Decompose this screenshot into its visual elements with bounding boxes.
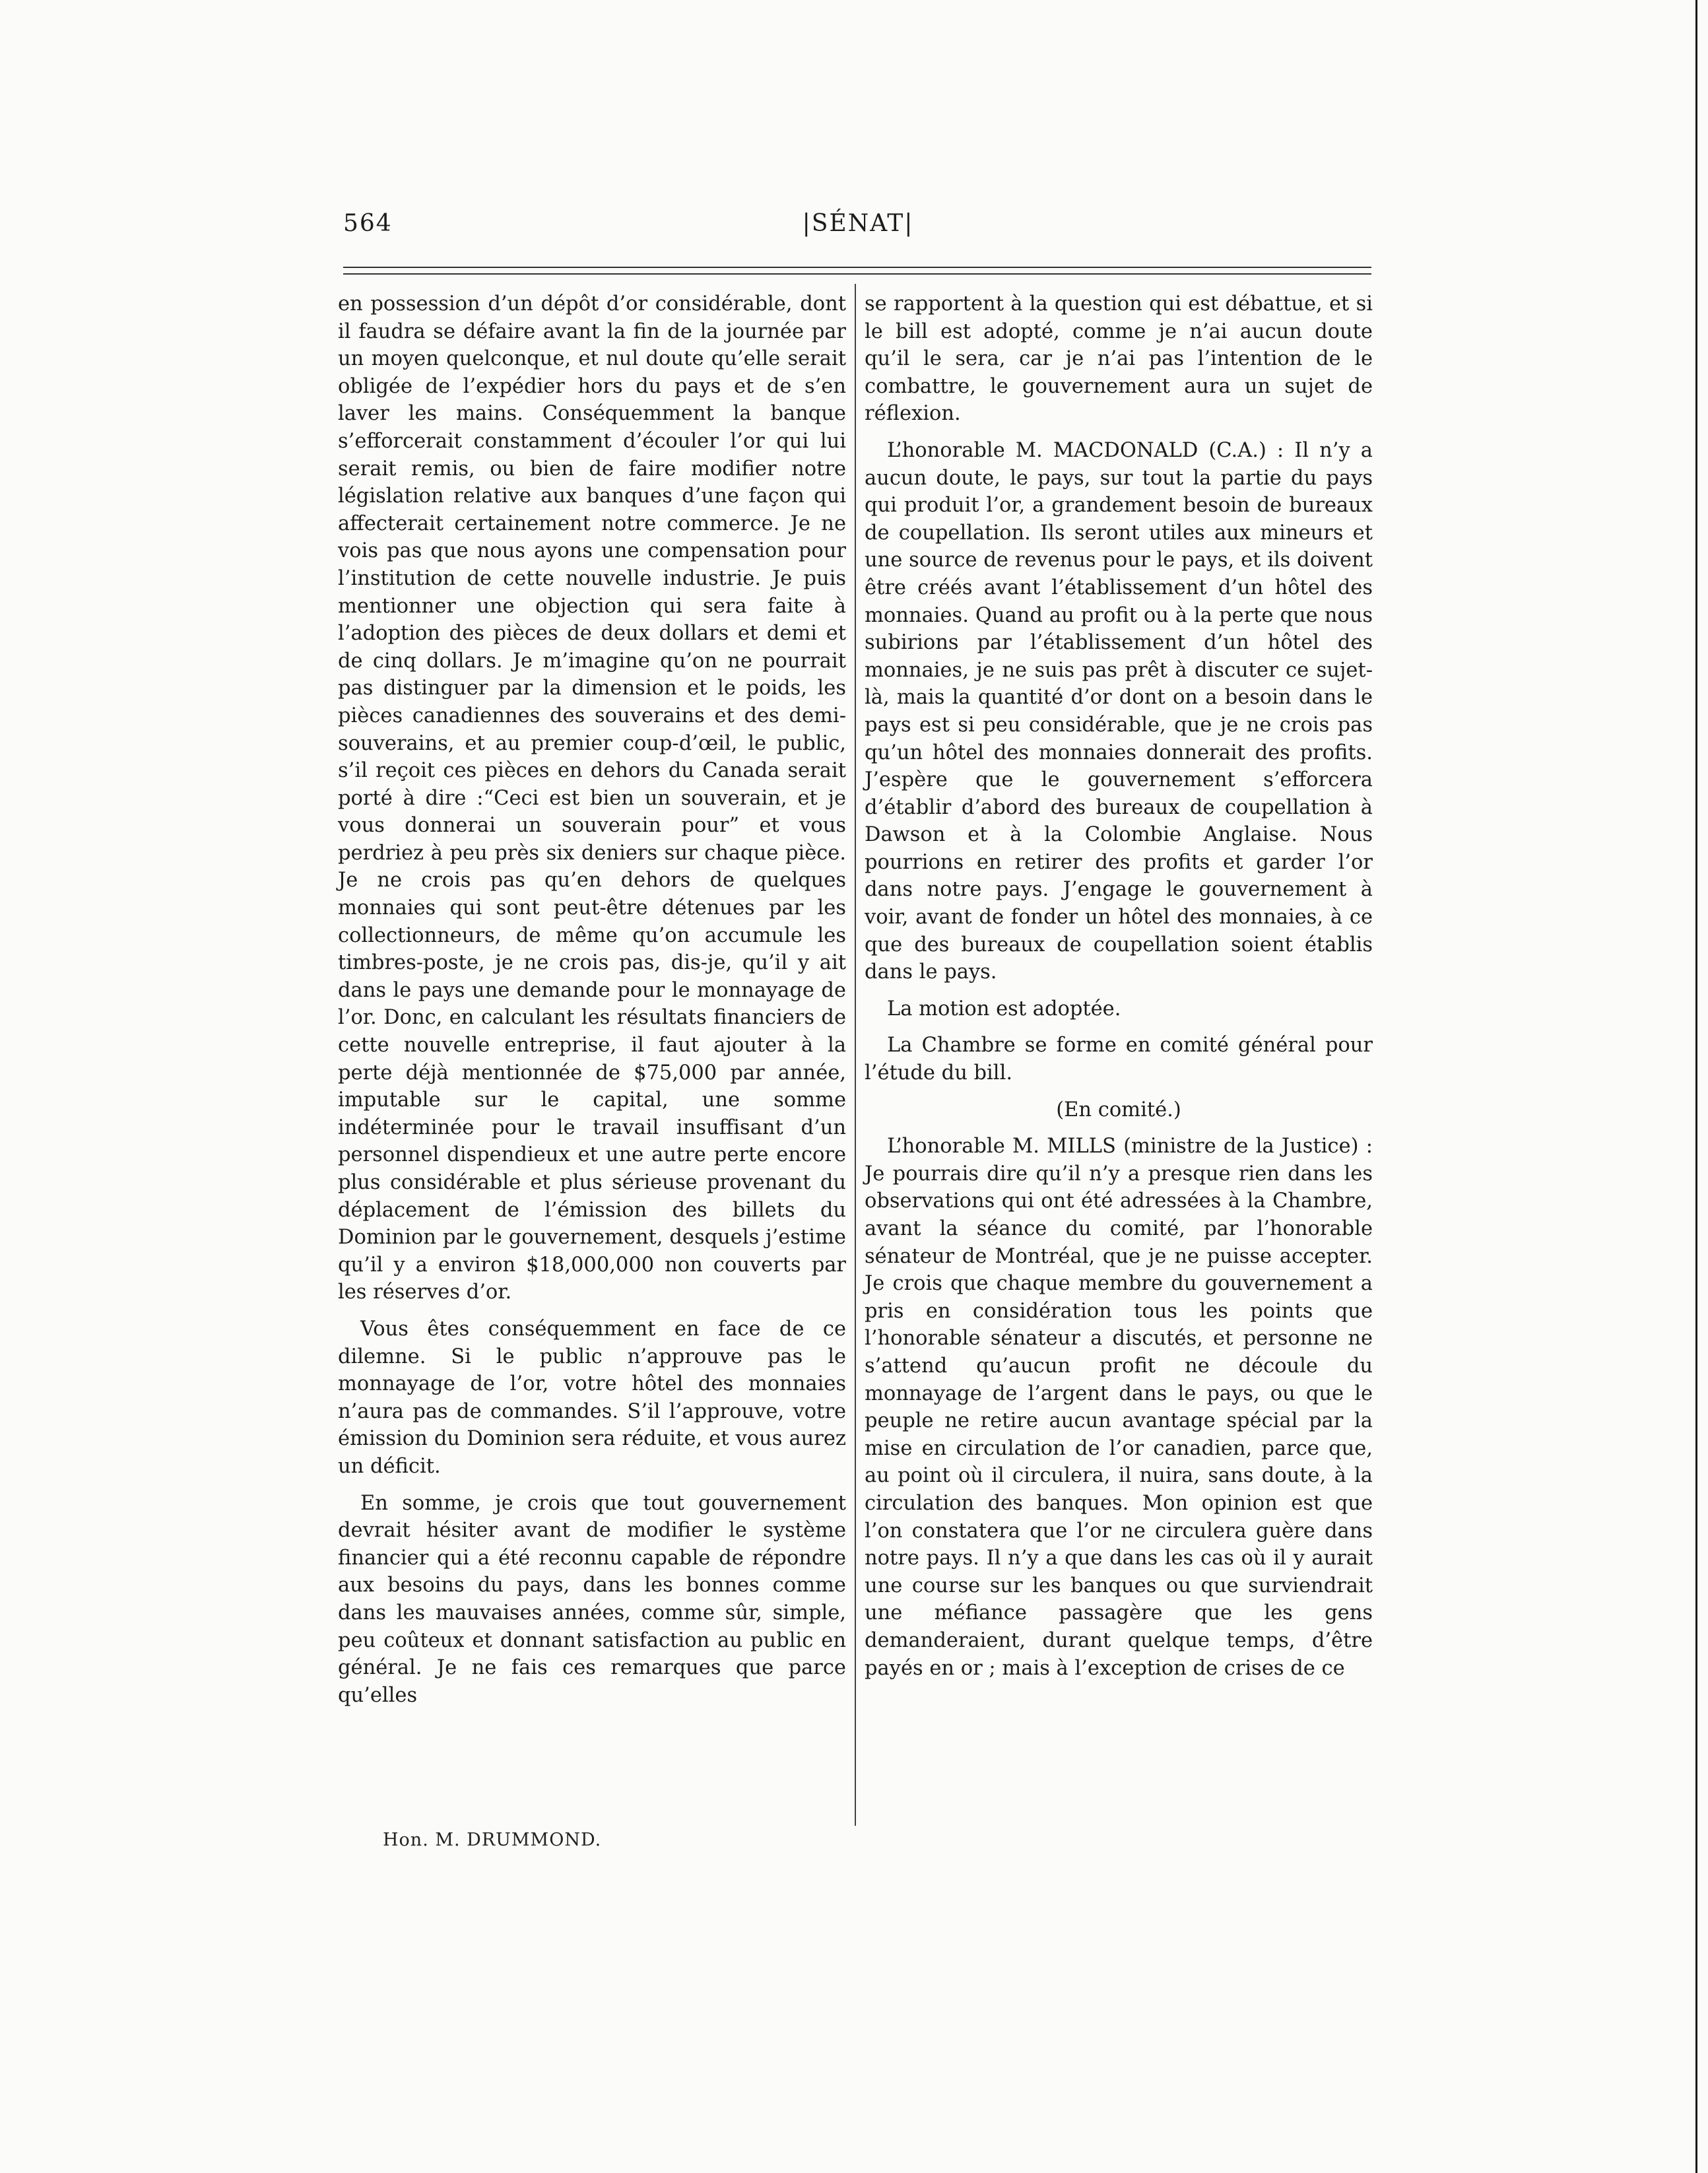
committee-heading: (En comité.)	[1056, 1098, 1181, 1121]
column-divider	[855, 284, 856, 1826]
page-number: 564	[343, 210, 393, 237]
paragraph: en possession d’un dépôt d’or considérable, dont il faudra se défaire avant la fin de la journée par un moyen quelconque, et nul doute qu’elle serait obligée de l’expédier hors du pays et de s’en laver les mains. Conséquemment la banque s’efforcerait constamment d’écouler l’or qui lui serait remis, ou bien de faire modifier notre législation relative aux banques d’une façon qui affecterait certainement notre commerce. Je ne vois pas que nous ayons une compensation pour l’institution de cette nouvelle industrie. Je puis mentionner une objection qui sera faite à l’adoption des pièces de deux dollars et demi et de cinq dollars. Je m’imagine qu’on ne pourrait pas distinguer par la dimension et le poids, les pièces canadiennes des souverains et des demi-souverains, et au premier coup-d’œil, le public, s’il reçoit ces pièces en dehors du Canada serait porté à dire :“Ceci est bien un souverain, et je vous donnerai un souverain pour” et vous perdriez à peu près six deniers sur chaque pièce. Je ne crois pas qu’en dehors de quelques monnaies qui sont peut-être détenues par les collectionneurs, de même qu’on accumule les timbres-poste, je ne crois pas, dis-je, qu’il y ait dans le pays une demande pour le monnayage de l’or. Donc, en calculant les résultats financiers de cette nouvelle entreprise, il faut ajouter à la perte déjà mentionnée de $75,000 par année, imputable sur le capital, une somme indéterminée pour le travail insuffisant d’un personnel dispendieux et une autre perte encore plus considérable et plus sérieuse provenant du déplacement de l’émission des billets du Dominion par le gouvernement, desquels j’estime qu’il y a environ $18,000,000 non couverts par les réserves d’or.	[338, 292, 846, 1304]
header-rule-bottom	[343, 273, 1371, 275]
left-column	[338, 290, 846, 1709]
footer-speaker: Hon. M. DRUMMOND.	[383, 1830, 602, 1850]
paragraph: L’honorable M. MACDONALD (C.A.) : Il n’y a aucun doute, le pays, sur tout la partie du pays qui produit l’or, a grandement besoin de bureaux de coupellation. Ils seront utiles aux mineurs et une source de revenus pour le pays, et ils doivent être créés avant l’établissement d’un hôtel des monnaies. Quand au profit ou à la perte que nous subirions par l’établissement d’un hôtel des monnaies, je ne suis pas prêt à discuter ce sujet-là, mais la quantité d’or dont on a besoin dans le pays est si peu considérable, que je ne crois pas qu’un hôtel des monnaies donnerait des profits. J’espère que le gouvernement s’efforcera d’établir d’abord des bureaux de coupellation à Dawson et à la Colombie Anglaise. Nous pourrions en retirer des profits et garder l’or dans notre pays. J’engage le gouvernement à voir, avant de fonder un hôtel des monnaies, à ce que des bureaux de coupellation soient établis dans le pays.	[865, 438, 1373, 984]
header-rule-top	[343, 267, 1371, 268]
running-title: |SÉNAT|	[802, 210, 914, 237]
paragraph: La Chambre se forme en comité général pour l’étude du bill.	[865, 1034, 1373, 1085]
paragraph: Vous êtes conséquemment en face de ce dilemne. Si le public n’approuve pas le monnayage de l’or, votre hôtel des monnaies n’aura pas de commandes. S’il l’approuve, votre émission du Dominion sera réduite, et vous aurez un déficit.	[338, 1317, 846, 1478]
page-header	[343, 210, 1373, 242]
scan-edge	[1695, 0, 1697, 2173]
paragraph: se rapportent à la question qui est débattue, et si le bill est adopté, comme je n’ai aucun doute qu’il le sera, car je n’ai pas l’intention de le combattre, le gouvernement aura un sujet de réflexion.	[865, 292, 1373, 426]
paragraph: La motion est adoptée.	[887, 997, 1121, 1020]
paragraph: L’honorable M. MILLS (ministre de la Justice) : Je pourrais dire qu’il n’y a presque rien dans les observations qui ont été adressées à la Chambre, avant la séance du comité, par l’honorable sénateur de Montréal, que je ne puisse accepter. Je crois que chaque membre du gouvernement a pris en considération tous les points que l’honorable sénateur a discutés, et personne ne s’attend qu’aucun profit ne découle du monnayage de l’argent dans le pays, ou que le peuple ne retire aucun avantage spécial par la mise en circulation de l’or canadien, parce que, au point où il circulera, il nuira, sans doute, à la circulation des banques. Mon opinion est que l’on constatera que l’or ne circulera guère dans notre pays. Il n’y a que dans les cas où il y aurait une course sur les banques ou que surviendrait une méfiance passagère que les gens demanderaient, durant quelque temps, d’être payés en or ; mais à l’exception de crises de ce	[865, 1135, 1373, 1680]
right-column	[865, 290, 1373, 1682]
paragraph: En somme, je crois que tout gouvernement devrait hésiter avant de modifier le système financier qui a été reconnu capable de répondre aux besoins du pays, dans les bonnes comme dans les mauvaises années, comme sûr, simple, peu coûteux et donnant satisfaction au public en général. Je ne fais ces remarques que parce qu’elles	[338, 1491, 846, 1707]
